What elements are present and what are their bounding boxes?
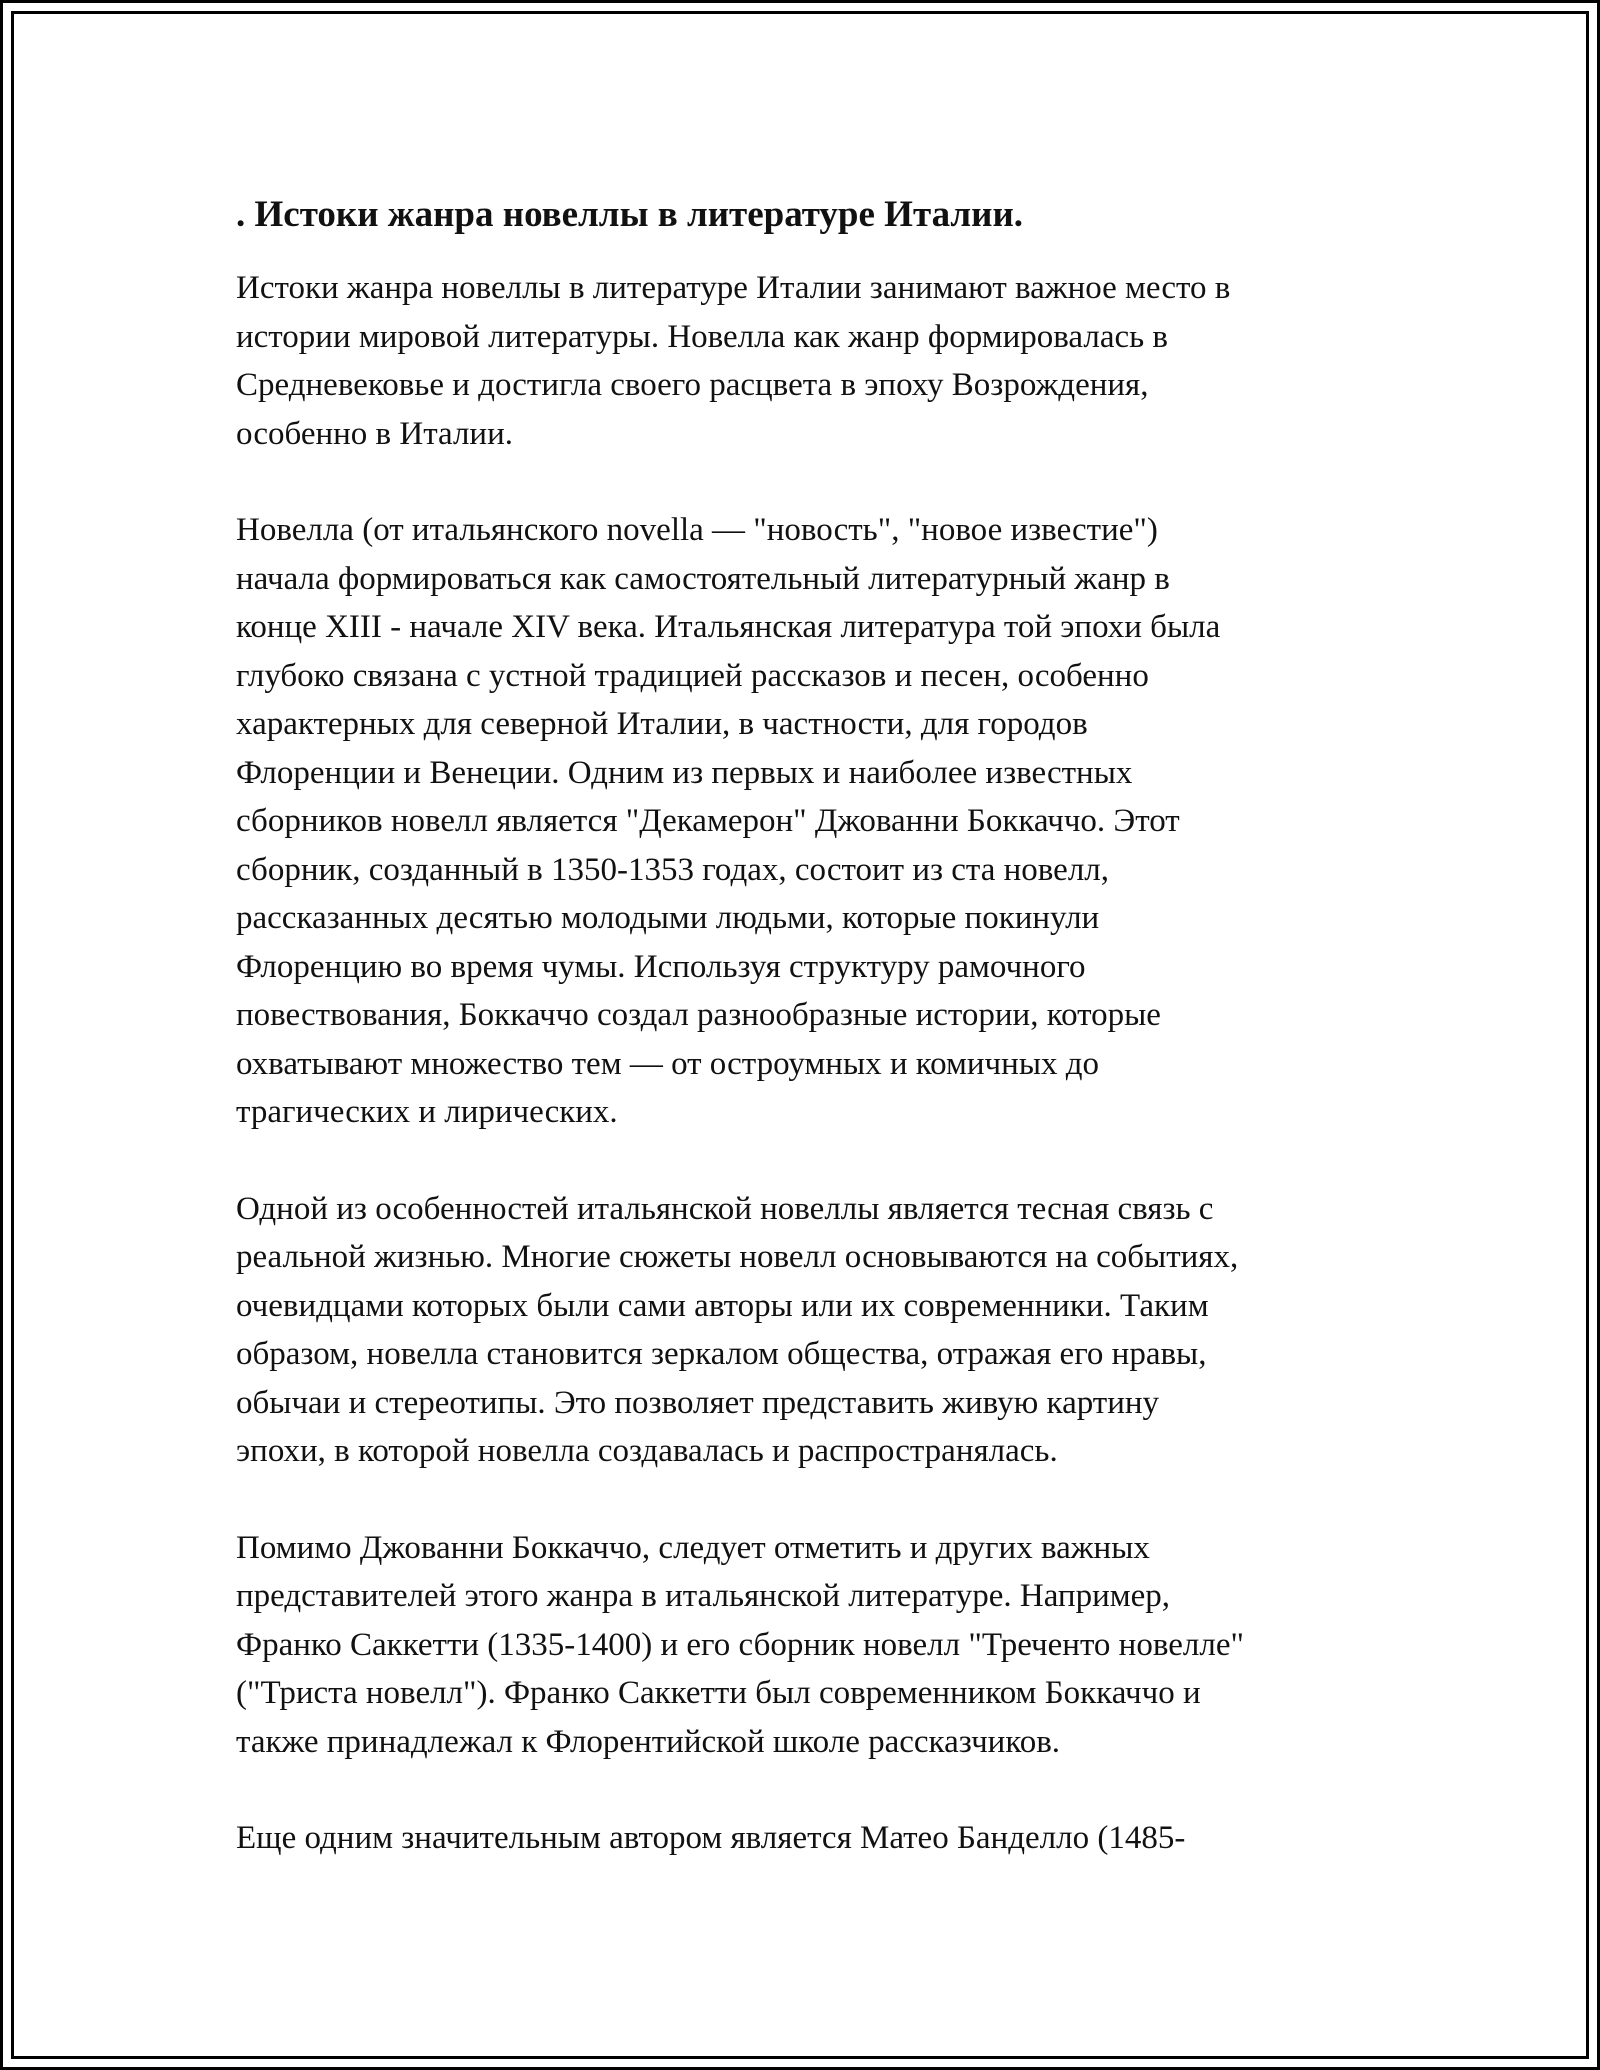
- text-line: Франко Саккетти (1335-1400) и его сборник новелл "Треченто новелле": [236, 1626, 1244, 1663]
- text-line: Новелла (от итальянского novella — "новость", "новое известие"): [236, 512, 1158, 548]
- text-line: Истоки жанра новеллы в литературе Италии занимают важное место в: [236, 270, 1231, 306]
- text-line: представителей этого жанра в итальянской литературе. Например,: [236, 1578, 1171, 1614]
- text-line: эпохи, в которой новелла создавалась и распространялась.: [236, 1433, 1058, 1469]
- text-line: истории мировой литературы. Новелла как жанр формировалась в: [236, 318, 1168, 355]
- text-line: Еще одним значительным автором является Матео Банделло (1485-: [236, 1820, 1186, 1856]
- text-line: Помимо Джованни Боккаччо, следует отметить и других важных: [236, 1529, 1150, 1566]
- text-line: образом, новелла становится зеркалом общества, отражая его нравы,: [236, 1336, 1207, 1372]
- text-line: охватывают множество тем — от остроумных и комичных до: [236, 1045, 1100, 1082]
- text-line: повествования, Боккаччо создал разнообразные истории, которые: [236, 997, 1161, 1033]
- text-line: сборников новелл является "Декамерон" Джованни Боккаччо. Этот: [236, 803, 1180, 839]
- paragraph-3: [236, 1185, 1406, 1476]
- document-title: . Истоки жанра новеллы в литературе Италии.: [236, 194, 1024, 235]
- document-body: [236, 188, 1406, 1911]
- text-line: ("Триста новелл"). Франко Саккетти был современником Боккаччо и: [236, 1675, 1201, 1711]
- text-line: обычаи и стереотипы. Это позволяет представить живую картину: [236, 1384, 1160, 1421]
- text-line: сборник, созданный в 1350-1353 годах, состоит из ста новелл,: [236, 851, 1110, 888]
- text-line: начала формироваться как самостоятельный литературный жанр в: [236, 560, 1170, 597]
- text-line: Одной из особенностей итальянской новеллы является тесная связь с: [236, 1190, 1214, 1227]
- paragraph-1: [236, 264, 1406, 458]
- text-line: Флоренции и Венеции. Одним из первых и наиболее известных: [236, 754, 1133, 791]
- text-line: глубоко связана с устной традицией рассказов и песен, особенно: [236, 657, 1149, 694]
- text-line: также принадлежал к Флорентийской школе рассказчиков.: [236, 1723, 1061, 1760]
- text-line: очевидцами которых были сами авторы или их современники. Таким: [236, 1287, 1209, 1324]
- paragraph-4: [236, 1524, 1406, 1767]
- text-line: Флоренцию во время чумы. Используя структуру рамочного: [236, 948, 1086, 985]
- text-line: Средневековье и достигла своего расцвета в эпоху Возрождения,: [236, 367, 1149, 403]
- text-line: рассказанных десятью молодыми людьми, которые покинули: [236, 900, 1100, 936]
- paragraph-2: [236, 506, 1406, 1137]
- text-line: конце XIII - начале XIV века. Итальянская литература той эпохи была: [236, 609, 1221, 645]
- paragraph-5: [236, 1814, 1406, 1863]
- text-line: характерных для северной Италии, в частности, для городов: [236, 706, 1088, 742]
- text-line: трагических и лирических.: [236, 1094, 618, 1130]
- text-line: особенно в Италии.: [236, 415, 514, 452]
- text-line: реальной жизнью. Многие сюжеты новелл основываются на событиях,: [236, 1239, 1239, 1275]
